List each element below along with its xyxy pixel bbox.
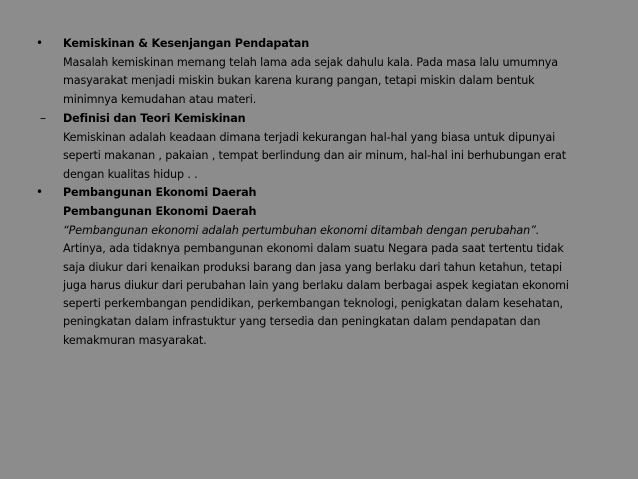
paragraph-kemiskinan xyxy=(63,54,603,109)
paragraph-line: saja diukur dari kenaikan produksi barang dan jasa yang berlaku dari tahun ketahun, tetapi xyxy=(63,260,562,274)
paragraph-line: juga harus diukur dari perubahan lain yang berlaku dalam berbagai aspek kegiatan ekonomi xyxy=(63,278,569,292)
bullet-marker: • xyxy=(36,185,44,199)
paragraph-definisi xyxy=(63,129,603,184)
paragraph-line: dengan kualitas hidup . . xyxy=(63,167,198,181)
paragraph-line: seperti perkembangan pendidikan, perkembangan teknologi, penigkatan dalam kesehatan, xyxy=(63,297,563,311)
paragraph-line: minimnya kemudahan atau materi. xyxy=(63,92,257,106)
paragraph-line: kemakmuran masyarakat. xyxy=(63,333,207,347)
paragraph-line: seperti makanan , pakaian , tempat berlindung dan air minum, hal-hal ini berhubungan erat xyxy=(63,149,566,163)
quote-line: “Pembangunan ekonomi adalah pertumbuhan ekonomi ditambah dengan perubahan”. xyxy=(63,224,540,237)
bullet-marker: • xyxy=(36,36,44,50)
paragraph-line: masyarakat menjadi miskin bukan karena kurang pangan, tetapi miskin dalam bentuk xyxy=(63,74,535,88)
paragraph-line: peningkatan dalam infrastuktur yang tersedia dan peningkatan dalam pendapatan dan xyxy=(63,315,541,329)
paragraph-line: Artinya, ada tidaknya pembangunan ekonomi dalam suatu Negara pada saat tertentu tidak xyxy=(63,242,564,256)
paragraph-line: Kemiskinan adalah keadaan dimana terjadi kekurangan hal-hal yang biasa untuk dipunyai xyxy=(63,131,556,144)
dash-marker: – xyxy=(40,111,46,125)
section-heading-definisi: Definisi dan Teori Kemiskinan xyxy=(63,112,246,125)
subheading-pembangunan: Pembangunan Ekonomi Daerah xyxy=(63,205,257,218)
paragraph-line: Masalah kemiskinan memang telah lama ada sejak dahulu kala. Pada masa lalu umumnya xyxy=(63,56,558,69)
section-heading-kemiskinan: Kemiskinan & Kesenjangan Pendapatan xyxy=(63,37,310,50)
paragraph-pembangunan xyxy=(63,222,603,350)
section-heading-pembangunan: Pembangunan Ekonomi Daerah xyxy=(63,186,257,199)
